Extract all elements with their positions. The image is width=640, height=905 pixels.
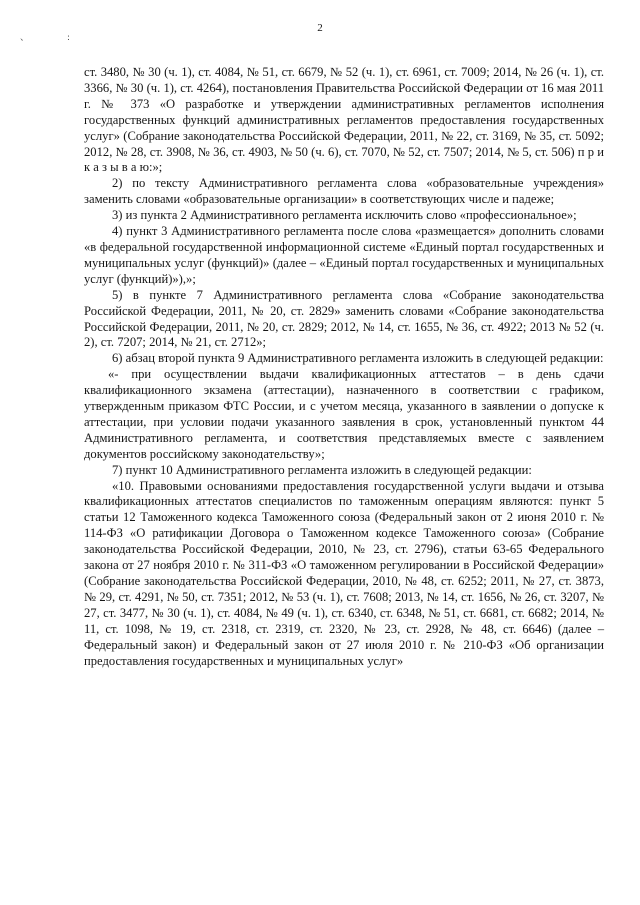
paragraph-item-2: 2) по тексту Административного регламента слова «образовательные учреждения» заменить словами «образовательные организации» в соответствующих числе и падеже; — [84, 176, 604, 207]
paragraph-quote-item-6: «- при осуществлении выдачи квалификационных аттестатов – в день сдачи квалификационного экзамена (аттестации), назначенного в соответствии с графиком, утвержденным приказом ФТС России, и с учетом месяца, указанного в заявлении о допуске к аттестации, при условии подачи указанного заявления в срок, установленный пунктом 44 Административного регламента, и соответствия представляемых вместе с заявлением документов российскому законодательству»; — [84, 367, 604, 461]
paragraph-quote-item-10: «10. Правовыми основаниями предоставления государственной услуги выдачи и отзыва квалификационных аттестатов специалистов по таможенным операциям являются: пункт 5 статьи 12 Таможенного кодекса Таможенного союза (Федеральный закон от 2 июня 2010 г. № 114-ФЗ «О ратификации Договора о Таможенном кодексе Таможенного союза» (Собрание законодательства Российской Федерации, 2010, № 23, ст. 2796), статьи 63-65 Федерального закона от 27 ноября 2010 г. № 311-ФЗ «О таможенном регулировании в Российской Федерации» (Собрание законодательства Российской Федерации, 2010, № 48, ст. 6252; 2011, № 27, ст. 3873, № 29, ст. 4291, № 50, ст. 7351; 2012, № 53 (ч. 1), ст. 7608; 2013, № 14, ст. 1656, № 26, ст. 3207, № 27, ст. 3477, № 30 (ч. 1), ст. 4084, № 49 (ч. 1), ст. 6340, ст. 6348, № 51, ст. 6681, ст. 6682; 2014, № 11, ст. 1098, № 19, ст. 2318, ст. 2319, ст. 2320, № 23, ст. 2928, № 48, ст. 6646) (далее – Федеральный закон) и Федеральный закон от 27 июля 2010 г. № 210-ФЗ «Об организации предоставления государственных и муниципальных услуг» — [84, 478, 604, 668]
document-body — [84, 65, 604, 669]
paragraph-item-3: 3) из пункта 2 Административного регламента исключить слово «профессиональное»; — [112, 208, 577, 223]
paragraph-continuation: ст. 3480, № 30 (ч. 1), ст. 4084, № 51, ст. 6679, № 52 (ч. 1), ст. 6961, ст. 7009; 2014, № 26 (ч. 1), ст. 3366, № 30 (ч. 1), ст. 4264), постановления Правительства Российской Федерации от 16 мая 2011 г. № 373 «О разработке и утверждении административных регламентов исполнения государственных функций административных регламентов предоставления государственных услуг» (Собрание законодательства Российской Федерации, 2011, № 22, ст. 3169, № 35, ст. 5092; 2012, № 28, ст. 3908, № 36, ст. 4903, № 50 (ч. 6), ст. 7070, № 52, ст. 7507; 2014, № 5, ст. 506) п р и к а з ы в а ю:»; — [84, 65, 604, 175]
paragraph-item-6: 6) абзац второй пункта 9 Административного регламента изложить в следующей редакции: — [112, 351, 604, 366]
scan-marks: 、 : — [20, 32, 88, 42]
paragraph-item-4: 4) пункт 3 Административного регламента после слова «размещается» дополнить словами «в федеральной государственной информационной системе «Единый портал государственных и муниципальных услуг (функций)» (далее – «Единый портал государственных и муниципальных услуг (функций)»),»; — [84, 224, 604, 286]
paragraph-item-7: 7) пункт 10 Административного регламента изложить в следующей редакции: — [112, 462, 532, 477]
paragraph-item-5: 5) в пункте 7 Административного регламента слова «Собрание законодательства Российской Федерации, 2011, № 20, ст. 2829» заменить словами «Собрание законодательства Российской Федерации, 2011, № 20, ст. 2829; 2012, № 14, ст. 1655, № 36, ст. 4922; 2013 № 52 (ч. 2), ст. 7207; 2014, № 21, ст. 2712»; — [84, 287, 604, 350]
page-number: 2 — [317, 22, 323, 34]
